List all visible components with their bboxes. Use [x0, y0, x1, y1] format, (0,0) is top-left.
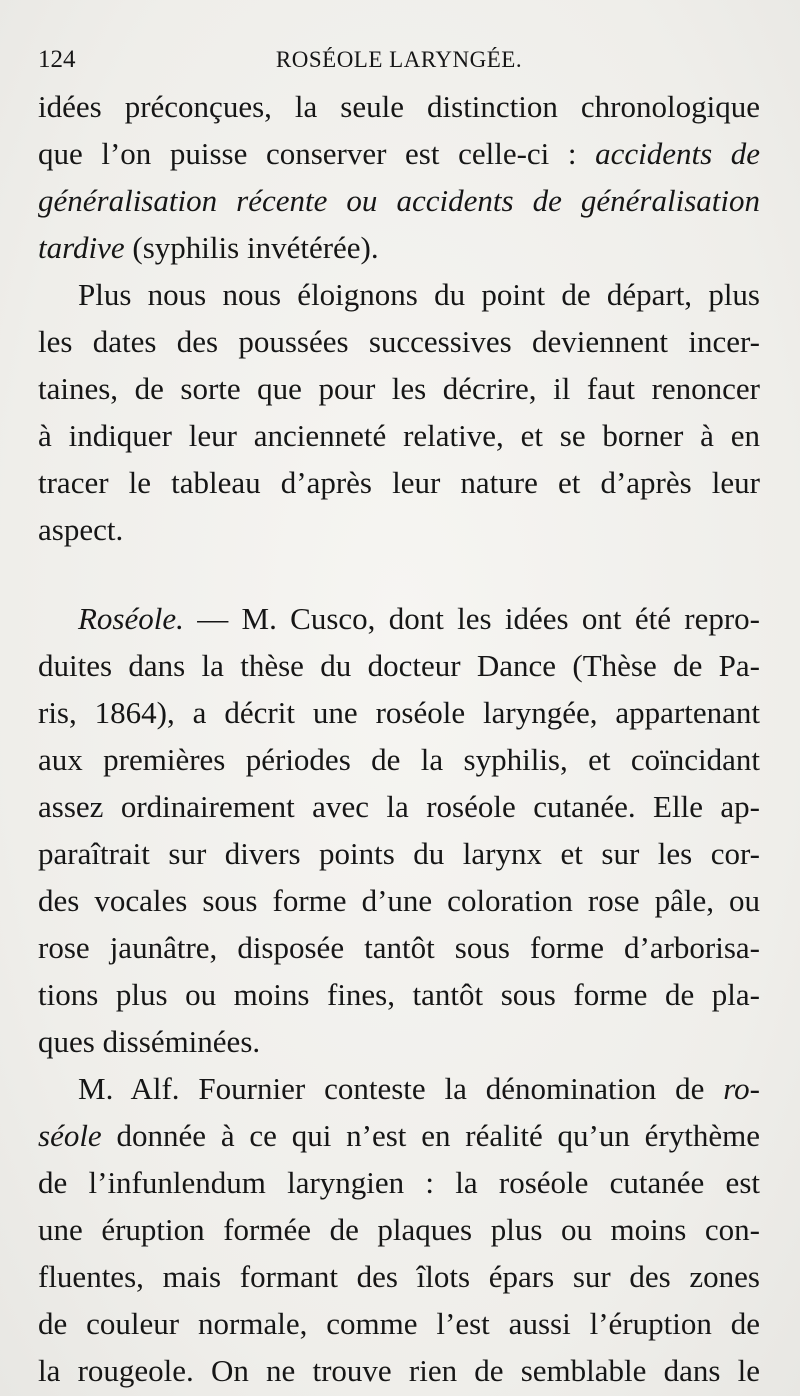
- text-line: [38, 413, 760, 459]
- text-line: [38, 1301, 760, 1347]
- text-run: à indiquer leur ancienneté relative, et se borner à en: [38, 418, 760, 453]
- text-line: [38, 1160, 760, 1206]
- text-line: [38, 178, 760, 224]
- text-line: [38, 1019, 760, 1065]
- text-run: tracer le tableau d’après leur nature et d’après leur: [38, 465, 760, 500]
- text-line: [38, 507, 760, 553]
- text-line: [78, 1066, 760, 1112]
- text-line: [38, 1254, 760, 1300]
- text-line: [38, 84, 760, 130]
- text-line: [38, 1113, 760, 1159]
- text-run: — M. Cusco, dont les idées ont été repro-: [183, 601, 760, 636]
- text-line: [78, 272, 760, 318]
- text-run: Plus nous nous éloignons du point de départ, plus: [78, 277, 760, 312]
- text-run: de couleur normale, comme l’est aussi l’éruption de: [38, 1306, 760, 1341]
- italic-text: séole: [38, 1118, 102, 1153]
- text-line: [38, 737, 760, 783]
- text-line: [38, 225, 760, 271]
- text-line: [38, 460, 760, 506]
- page-header: [38, 42, 760, 78]
- text-line: [38, 878, 760, 924]
- text-line: [38, 1207, 760, 1253]
- text-run: aspect.: [38, 512, 124, 547]
- text-run: idées préconçues, la seule distinction chronologique: [38, 89, 760, 124]
- text-line: [38, 643, 760, 689]
- text-run: paraîtrait sur divers points du larynx et sur les cor-: [38, 836, 760, 871]
- text-run: taines, de sorte que pour les décrire, il faut renoncer: [38, 371, 760, 406]
- text-line: [38, 972, 760, 1018]
- text-run: que l’on puisse conserver est celle-ci :: [38, 136, 596, 171]
- text-run: assez ordinairement avec la roséole cutanée. Elle ap-: [38, 789, 760, 824]
- italic-text: ro-: [723, 1071, 760, 1106]
- text-run: (syphilis invétérée).: [124, 230, 379, 265]
- text-line: [38, 319, 760, 365]
- text-run: tions plus ou moins fines, tantôt sous forme de pla-: [38, 977, 760, 1012]
- text-run: ris, 1864), a décrit une roséole laryngée, appartenant: [38, 695, 760, 730]
- text-run: rose jaunâtre, disposée tantôt sous forme d’arborisa-: [38, 930, 760, 965]
- text-run: donnée à ce qui n’est en réalité qu’un érythème: [101, 1118, 760, 1153]
- running-title: ROSÉOLE LARYNGÉE.: [275, 47, 523, 72]
- text-line: [38, 690, 760, 736]
- text-run: M. Alf. Fournier conteste la dénomination de: [78, 1071, 724, 1106]
- text-run: aux premières périodes de la syphilis, et coïncidant: [38, 742, 760, 777]
- text-run: de l’infunlendum laryngien : la roséole cutanée est: [38, 1165, 760, 1200]
- text-run: les dates des poussées successives deviennent incer-: [38, 324, 760, 359]
- text-run: fluentes, mais formant des îlots épars sur des zones: [38, 1259, 760, 1294]
- text-run: la rougeole. On ne trouve rien de semblable dans le: [38, 1353, 760, 1388]
- italic-text: tardive: [38, 230, 125, 265]
- text-run: ques disséminées.: [38, 1024, 261, 1059]
- text-run: duites dans la thèse du docteur Dance (Thèse de Pa-: [38, 648, 760, 683]
- page-number: 124: [38, 46, 76, 73]
- text-line: [78, 596, 760, 642]
- text-line: [38, 831, 760, 877]
- text-line: [38, 784, 760, 830]
- italic-text: généralisation récente ou accidents de généralisation: [38, 183, 760, 218]
- text-line: [38, 1348, 760, 1394]
- text-run: une éruption formée de plaques plus ou moins con-: [38, 1212, 760, 1247]
- text-run: des vocales sous forme d’une coloration rose pâle, ou: [38, 883, 760, 918]
- italic-text: accidents de: [595, 136, 760, 171]
- text-line: [38, 131, 760, 177]
- text-line: [38, 366, 760, 412]
- text-line: [38, 925, 760, 971]
- italic-text: Roséole.: [78, 601, 184, 636]
